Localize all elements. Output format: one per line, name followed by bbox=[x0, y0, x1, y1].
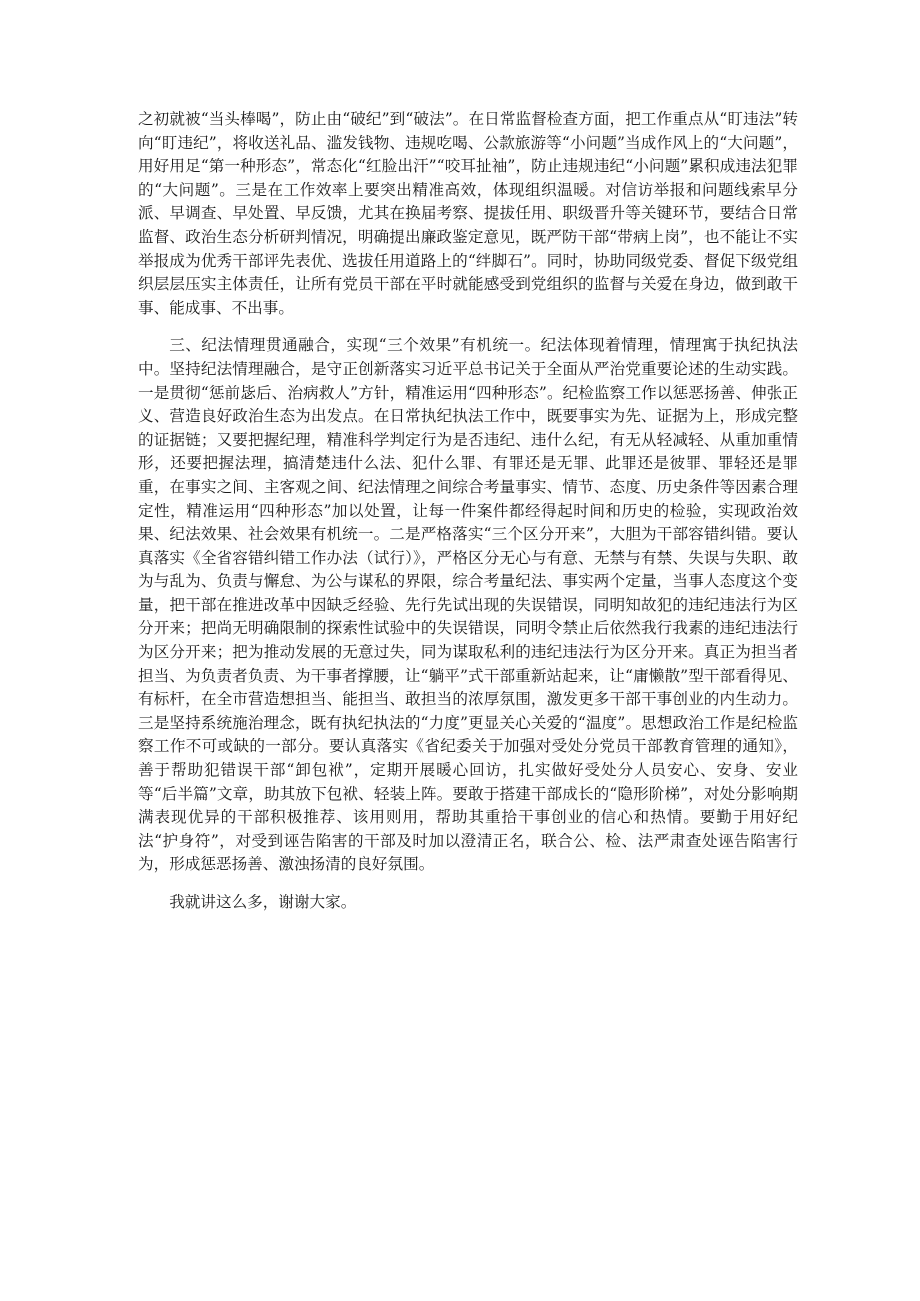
document-page bbox=[138, 108, 798, 915]
body-paragraph-2: 三、纪法情理贯通融合，实现“三个效果”有机统一。纪法体现着情理，情理寓于执纪执法中。坚持纪法情理融合，是守正创新落实习近平总书记关于全面从严治党重要论述的生动实践。一是贯彻“惩前毖后、治病救人”方针，精准运用“四种形态”。纪检监察工作以惩恶扬善、伸张正义、营造良好政治生态为出发点。在日常执纪执法工作中，既要事实为先、证据为上，形成完整的证据链；又要把握纪理，精准科学判定行为是否违纪、违什么纪，有无从轻减轻、从重加重情形，还要把握法理，搞清楚违什么法、犯什么罪、有罪还是无罪、此罪还是彼罪、罪轻还是罪重，在事实之间、主客观之间、纪法情理之间综合考量事实、情节、态度、历史条件等因素合理定性，精准运用“四种形态”加以处置，让每一件案件都经得起时间和历史的检验，实现政治效果、纪法效果、社会效果有机统一。二是严格落实“三个区分开来”，大胆为干部容错纠错。要认真落实《全省容错纠错工作办法（试行）》，严格区分无心与有意、无禁与有禁、失误与失职、敢为与乱为、负责与懈怠、为公与谋私的界限，综合考量纪法、事实两个定量，当事人态度这个变量，把干部在推进改革中因缺乏经验、先行先试出现的失误错误，同明知故犯的违纪违法行为区分开来；把尚无明确限制的探索性试验中的失误错误，同明令禁止后依然我行我素的违纪违法行为区分开来；把为推动发展的无意过失，同为谋取私利的违纪违法行为区分开来。真正为担当者担当、为负责者负责、为干事者撑腰，让“躺平”式干部重新站起来，让“庸懒散”型干部看得见、有标杆，在全市营造想担当、能担当、敢担当的浓厚氛围，激发更多干部干事创业的内生动力。三是坚持系统施治理念，既有执纪执法的“力度”更显关心关爱的“温度”。思想政治工作是纪检监察工作不可或缺的一部分。要认真落实《省纪委关于加强对受处分党员干部教育管理的通知》，善于帮助犯错误干部“卸包袱”，定期开展暖心回访，扎实做好受处分人员安心、安身、安业等“后半篇”文章，助其放下包袱、轻装上阵。要敢于搭建干部成长的“隐形阶梯”，对处分影响期满表现优异的干部积极推荐、该用则用，帮助其重拾干事创业的信心和热情。要勤于用好纪法“护身符”，对受到诬告陷害的干部及时加以澄清正名，联合公、检、法严肃查处诬告陷害行为，形成惩恶扬善、激浊扬清的良好氛围。 bbox=[138, 336, 798, 874]
closing-paragraph: 我就讲这么多，谢谢大家。 bbox=[169, 893, 357, 911]
body-paragraph-1: 之初就被“当头棒喝”，防止由“破纪”到“破法”。在日常监督检查方面，把工作重点从“盯违法”转向“盯违纪”，将收送礼品、滥发钱物、违规吃喝、公款旅游等“小问题”当成作风上的“大问题”，用好用足“第一种形态”，常态化“红脸出汗”“咬耳扯袖”，防止违规违纪“小问题”累积成违法犯罪的“大问题”。三是在工作效率上要突出精准高效，体现组织温暖。对信访举报和问题线索早分派、早调查、早处置、早反馈，尤其在换届考察、提拔任用、职级晋升等关键环节，要结合日常监督、政治生态分析研判情况，明确提出廉政鉴定意见，既严防干部“带病上岗”，也不能让不实举报成为优秀干部评先表优、选拔任用道路上的“绊脚石”。同时，协助同级党委、督促下级党组织层层压实主体责任，让所有党员干部在平时就能感受到党组织的监督与关爱在身边，做到敢干事、能成事、不出事。 bbox=[138, 110, 798, 317]
